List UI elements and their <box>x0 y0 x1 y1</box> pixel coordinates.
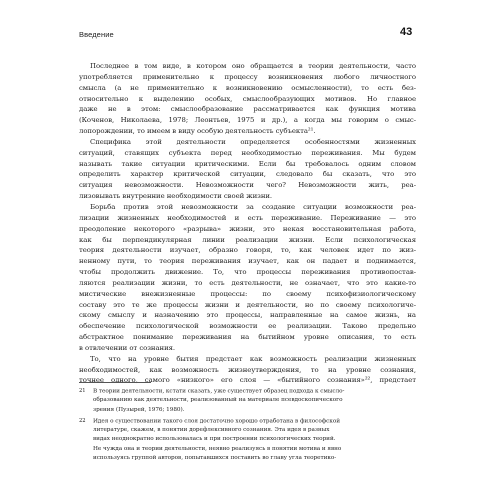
footnote-line <box>79 387 416 396</box>
body-line: определить характер критической ситуации, следовало бы сказать, что это <box>79 170 416 179</box>
footnote-text: зрения (Пузырей, 1976; 1980). <box>93 406 185 413</box>
body-text <box>79 61 416 386</box>
footnote-mark: 21 <box>79 388 86 394</box>
footnote <box>79 387 416 415</box>
body-line: точнее одного, самого «низкого» его слоя — «бытийного сознания»²², предстает <box>79 376 416 385</box>
footnote <box>79 417 416 463</box>
body-line: как бы перпендикулярная линии реализации жизни. Если психологическая <box>79 235 416 244</box>
body-line: даже не в этом: смыслообразование рассматривается как функция мотива <box>79 105 416 114</box>
body-line: лопорождении, то имеем в виду особую деятельность субъекта²¹. <box>79 127 316 136</box>
page-number: 43 <box>400 26 413 38</box>
body-line: преодоление некоторого «разрыва» жизни, это некая восстановительная работа, <box>79 224 416 233</box>
footnote-line <box>79 426 416 435</box>
body-line: Борьба против этой невозможности за создание ситуации возможности реа- <box>90 202 416 211</box>
body-line: называть такие ситуации критическими. Если бы требовалось одним словом <box>79 159 416 168</box>
body-line: лизовывать внутренние необходимости своей жизни. <box>79 192 273 201</box>
body-line: ненному пути, то теория переживания изучает, как он падает и поднимается, <box>79 257 416 266</box>
body-line: относительно к выделению особых, смыслообразующих мотивов. Но главное <box>79 94 416 103</box>
footnote-mark: 22 <box>79 417 86 424</box>
body-line: лизации жизненных необходимостей и есть переживание. Переживание — это <box>79 213 416 222</box>
body-line: теория деятельности изучает, образно говоря, то, как человек идет по жиз- <box>79 246 416 255</box>
footnote-text: используясь группой авторов, попытавшихся поставить во главу угла теоретико- <box>93 455 337 462</box>
footnote-line <box>79 454 416 463</box>
body-line: в отвлечении от сознания. <box>79 343 176 352</box>
body-line: необходимостей, как возможность жизнеутверждения, то на уровне сознания, <box>79 365 416 374</box>
footnotes <box>79 387 416 465</box>
body-line: ситуаций, ставящих субъекта перед необходимостью переживания. Мы будем <box>79 148 416 157</box>
footnote-divider <box>79 382 151 383</box>
footnote-line <box>79 396 416 405</box>
body-line: смысла (а не применительно к возникновению осмысленности), то есть без- <box>79 83 416 92</box>
body-line: ситуация невозможности. Невозможности чего? Невозможности жить, реа- <box>79 181 416 190</box>
body-line: скому смыслу и назначению это процессы, направленные на самое жизнь, на <box>79 311 416 320</box>
body-line: мистические внежизненные процессы: по своему психофизиологическому <box>79 289 416 298</box>
footnote-text: литературе, скажем, в понятии дорефлексивного сознания. Эта идея в разных <box>93 427 330 434</box>
body-line: Специфика этой деятельности определяется особенностями жизненных <box>90 137 416 146</box>
footnote-line <box>79 445 416 454</box>
footnote-text: В теории деятельности, кстати сказать, уже существует образец подхода к смысло- <box>93 388 345 395</box>
body-line: Последнее в том виде, в котором оно обращается в теории деятельности, часто <box>90 62 416 70</box>
body-line: составу это те же процессы жизни и деятельности, но по своему психологиче- <box>79 300 416 309</box>
body-line: абстрактное понимание переживания на бытийном уровне описания, то есть <box>79 333 416 342</box>
body-line: ляются реализации жизни, то есть деятельности, не означает, что это какие-то <box>79 278 416 287</box>
footnote-text: Идея о существовании такого слоя достаточно хорошо отработана в философской <box>93 418 340 425</box>
footnote-text: видах неоднократно использовалась и при построении психологических теорий. <box>93 436 336 443</box>
body-line: употребляется применительно к процессу возникновения любого личностного <box>79 72 416 81</box>
running-head: Введение <box>79 30 114 39</box>
body-line: (Коченов, Николаева, 1978; Леонтьев, 1975 и др.), а когда мы говорим о смыс- <box>79 116 416 125</box>
body-line: То, что на уровне бытия предстает как возможность реализации жизненных <box>90 354 416 363</box>
footnote-text: образованию как деятельности, реализованный на материале псевдоскопического <box>93 397 343 404</box>
body-line: чтобы продолжить движение. То, что процессы переживания противопостав- <box>79 268 416 277</box>
footnote-line <box>79 406 416 415</box>
footnote-line <box>79 417 416 426</box>
body-line: обеспечение психологической возможности ее реализации. Таково предельно <box>79 322 416 331</box>
footnote-text: Не чужда она и теории деятельности, неявно реализуясь в понятии мотива и явно <box>93 445 342 452</box>
footnote-line <box>79 435 416 444</box>
